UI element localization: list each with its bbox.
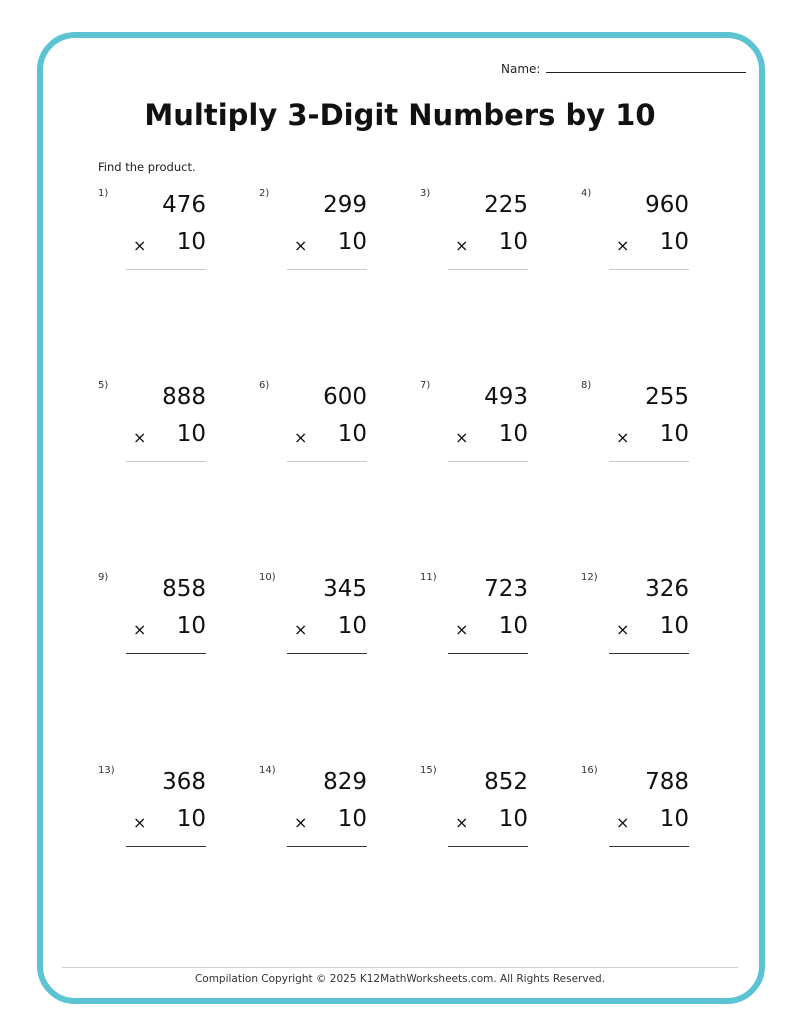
multiplier: 10	[176, 613, 206, 639]
multiplicand: 888	[162, 384, 206, 410]
multiply-sign: ×	[455, 813, 469, 832]
multiplicand: 600	[323, 384, 367, 410]
multiply-sign: ×	[616, 428, 630, 447]
answer-line[interactable]	[126, 461, 206, 462]
problem-item	[259, 380, 379, 460]
problem-item	[259, 188, 379, 268]
name-field[interactable]	[501, 62, 746, 76]
problem-number: 14)	[259, 765, 276, 776]
problem-number: 1)	[98, 188, 109, 199]
multiplier: 10	[659, 806, 689, 832]
problem-number: 15)	[420, 765, 437, 776]
multiply-sign: ×	[616, 620, 630, 639]
answer-line[interactable]	[609, 461, 689, 462]
problem-number: 9)	[98, 572, 109, 583]
answer-line[interactable]	[287, 653, 367, 654]
worksheet-title: Multiply 3-Digit Numbers by 10	[144, 98, 656, 132]
problem-item	[98, 188, 218, 268]
multiply-sign: ×	[455, 428, 469, 447]
multiplicand: 326	[645, 576, 689, 602]
multiply-sign: ×	[455, 236, 469, 255]
multiplicand: 829	[323, 769, 367, 795]
multiplicand: 368	[162, 769, 206, 795]
answer-line[interactable]	[609, 846, 689, 847]
multiplicand: 345	[323, 576, 367, 602]
multiplier: 10	[498, 229, 528, 255]
multiply-sign: ×	[294, 813, 308, 832]
answer-line[interactable]	[126, 653, 206, 654]
problem-item	[581, 572, 701, 652]
instructions: Find the product.	[98, 160, 196, 174]
multiplicand: 476	[162, 192, 206, 218]
problem-item	[420, 188, 540, 268]
problem-item	[259, 765, 379, 845]
multiplier: 10	[659, 229, 689, 255]
problem-item	[259, 572, 379, 652]
multiply-sign: ×	[455, 620, 469, 639]
problem-number: 6)	[259, 380, 270, 391]
multiply-sign: ×	[133, 236, 147, 255]
answer-line[interactable]	[126, 846, 206, 847]
multiply-sign: ×	[616, 813, 630, 832]
answer-line[interactable]	[448, 846, 528, 847]
multiply-sign: ×	[294, 236, 308, 255]
multiplicand: 852	[484, 769, 528, 795]
multiplier: 10	[337, 613, 367, 639]
problem-item	[581, 188, 701, 268]
multiplier: 10	[498, 806, 528, 832]
multiplier: 10	[659, 421, 689, 447]
problem-item	[98, 572, 218, 652]
multiplier: 10	[337, 421, 367, 447]
multiplicand: 723	[484, 576, 528, 602]
multiplier: 10	[176, 806, 206, 832]
problem-item	[420, 572, 540, 652]
answer-line[interactable]	[448, 461, 528, 462]
problem-number: 7)	[420, 380, 431, 391]
name-label: Name:	[501, 62, 541, 76]
multiplicand: 299	[323, 192, 367, 218]
problem-number: 8)	[581, 380, 592, 391]
multiplier: 10	[176, 229, 206, 255]
multiplier: 10	[337, 229, 367, 255]
answer-line[interactable]	[287, 846, 367, 847]
problem-number: 10)	[259, 572, 276, 583]
multiplier: 10	[337, 806, 367, 832]
problem-number: 4)	[581, 188, 592, 199]
answer-line[interactable]	[448, 269, 528, 270]
problem-number: 5)	[98, 380, 109, 391]
multiplier: 10	[176, 421, 206, 447]
footer-divider	[62, 967, 738, 968]
multiplicand: 858	[162, 576, 206, 602]
copyright-footer: Compilation Copyright © 2025 K12MathWorksheets.com. All Rights Reserved.	[194, 973, 606, 985]
multiply-sign: ×	[294, 620, 308, 639]
multiplicand: 255	[645, 384, 689, 410]
multiply-sign: ×	[133, 428, 147, 447]
multiply-sign: ×	[133, 620, 147, 639]
multiplicand: 788	[645, 769, 689, 795]
multiplicand: 225	[484, 192, 528, 218]
problem-item	[420, 765, 540, 845]
problem-item	[98, 380, 218, 460]
answer-line[interactable]	[609, 653, 689, 654]
problem-item	[581, 380, 701, 460]
problem-number: 3)	[420, 188, 431, 199]
problem-number: 11)	[420, 572, 437, 583]
multiplicand: 493	[484, 384, 528, 410]
name-blank-line[interactable]	[546, 62, 746, 73]
answer-line[interactable]	[287, 269, 367, 270]
multiply-sign: ×	[294, 428, 308, 447]
answer-line[interactable]	[126, 269, 206, 270]
multiplicand: 960	[645, 192, 689, 218]
multiplier: 10	[498, 613, 528, 639]
problem-number: 2)	[259, 188, 270, 199]
multiplier: 10	[659, 613, 689, 639]
problem-number: 16)	[581, 765, 598, 776]
problem-item	[420, 380, 540, 460]
problem-item	[581, 765, 701, 845]
problem-number: 13)	[98, 765, 115, 776]
problem-item	[98, 765, 218, 845]
multiplier: 10	[498, 421, 528, 447]
answer-line[interactable]	[609, 269, 689, 270]
answer-line[interactable]	[448, 653, 528, 654]
multiply-sign: ×	[133, 813, 147, 832]
answer-line[interactable]	[287, 461, 367, 462]
page-border	[37, 32, 765, 1004]
multiply-sign: ×	[616, 236, 630, 255]
problem-number: 12)	[581, 572, 598, 583]
